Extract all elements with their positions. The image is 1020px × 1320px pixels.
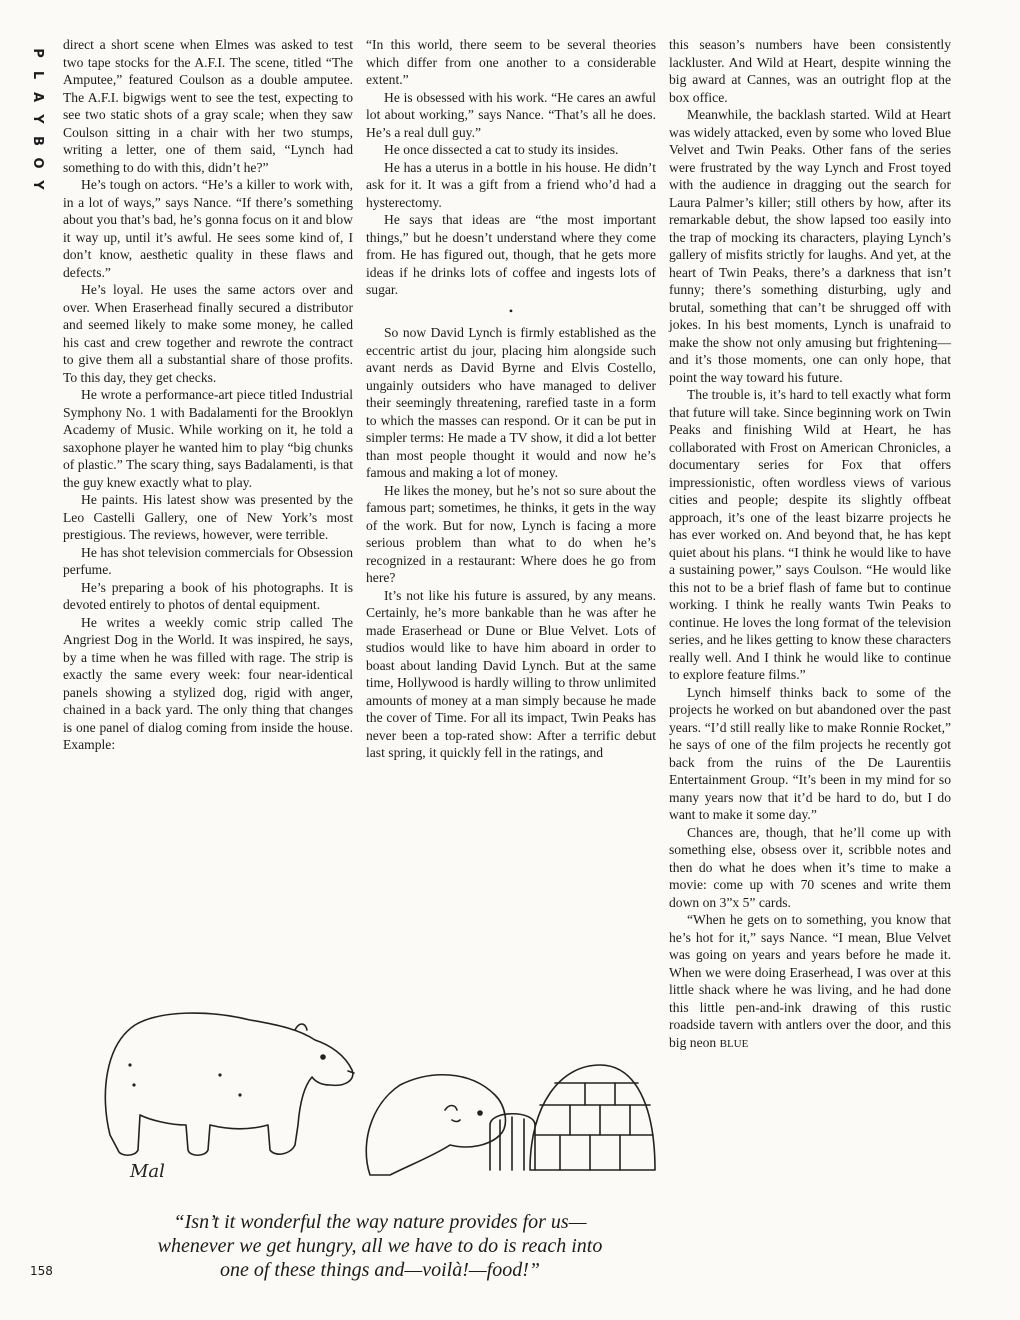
cartoonist-signature: Mal bbox=[130, 1161, 165, 1182]
cartoon-caption: “Isn’t it wonderful the way nature provides for us—whenever we get hungry, all we have to do is reach into one of these things and—voilà!—food!” bbox=[157, 1211, 603, 1281]
masthead-vertical bbox=[26, 42, 48, 196]
continued-word: BLUE bbox=[719, 1037, 749, 1050]
masthead-letter: A bbox=[30, 91, 45, 103]
masthead-letter: O bbox=[30, 157, 45, 169]
paragraph: He writes a weekly comic strip called The Angriest Dog in the World. It was inspired, he says, by a time when he was filled with rage. The strip is exactly the same every week: four near-identical panels showing a stylized dog, rigid with anger, chained in a back yard. The only thing that changes is one panel of dialog coming from inside the house. Example: bbox=[63, 614, 353, 752]
paragraph bbox=[669, 911, 951, 1053]
paragraph: He’s preparing a book of his photographs. It is devoted entirely to photos of dental equipment. bbox=[63, 579, 353, 612]
masthead-letter: P bbox=[30, 48, 45, 58]
paragraph: He’s tough on actors. “He’s a killer to work with, in a lot of ways,” says Nance. “If there’s something about you that’s bad, he’s gonna focus on it and blow it way up, until it’s awful. He sees some kind of, I don’t know, aesthetic quality in these flaws and defects.” bbox=[63, 177, 353, 280]
paragraph: direct a short scene when Elmes was asked to test two tape stocks for the A.F.I. The scene, titled “The Amputee,” featured Coulson as a double amputee. The A.F.I. bigwigs went to see the test, expecting to see two static shots of a gray scale; when they saw Coulson sitting in a chair with her two stumps, writing a letter, one of them said, “Lynch had something to do with this, didn’t he?” bbox=[63, 37, 353, 175]
section-separator: • bbox=[508, 303, 514, 318]
masthead-letter: B bbox=[30, 136, 45, 146]
page-number: 158 bbox=[30, 1264, 53, 1278]
paragraph: He has shot television commercials for Obsession perfume. bbox=[63, 544, 353, 577]
paragraph: He says that ideas are “the most important things,” but he doesn’t understand where they come from. He has figured out, though, that he gets more ideas if he drinks lots of coffee and ingests lots of sugar. bbox=[366, 212, 656, 297]
cartoon-illustration bbox=[90, 985, 660, 1185]
masthead-letter: Y bbox=[30, 114, 45, 124]
paragraph: “In this world, there seem to be several theories which differ from one another to a considerable extent.” bbox=[366, 37, 656, 87]
column-3 bbox=[669, 36, 951, 1276]
paragraph: Lynch himself thinks back to some of the projects he worked on but abandoned over the past years. “I’d still really like to make Ronnie Rocket,” he says of one of the film projects he recently got back from the ruins of the De Laurentiis Entertainment Group. “It’s been in my mind for so many years now that it’d be hard to do, but I do want to make it some day.” bbox=[669, 684, 951, 822]
paragraph: He is obsessed with his work. “He cares an awful lot about working,” says Nance. “That’s all he does. He’s a real dull guy.” bbox=[366, 89, 656, 140]
lying-bear bbox=[366, 1075, 505, 1175]
paragraph: He likes the money, but he’s not so sure about the famous part; sometimes, he thinks, it gets in the way of the work. But for now, Lynch is facing a more serious problem than what to do when he’s recognized in a restaurant: Where does he go from here? bbox=[366, 482, 656, 585]
paragraph-text: “When he gets on to something, you know that he’s hot for it,” says Nance. “I mean, Blue Velvet was going on years and years before he made it. When we were doing Eraserhead, I was over at this little shack where he was living, and he had done this little pen-and-ink drawing of this rustic roadside tavern with antlers over the door, and this big neon bbox=[669, 912, 951, 1050]
igloo bbox=[530, 1065, 655, 1170]
standing-bear bbox=[105, 1013, 353, 1155]
paragraph: So now David Lynch is firmly established as the eccentric artist du jour, placing him alongside such avant nerds as David Byrne and Elvis Costello, ungainly outsiders who have managed to deliver their seemingly threatening, rarefied taste in a form to which the masses can respond. Or it can be put in simpler terms: He made a TV show, it did a lot better than most people thought it would and now he’s famous and making a lot of money. bbox=[366, 325, 656, 480]
column-2 bbox=[366, 36, 656, 936]
paragraph: Meanwhile, the backlash started. Wild at Heart was widely attacked, even by some who loved Blue Velvet and Twin Peaks. Other fans of the series were frustrated by the way Lynch and Frost toyed with the audience in dragging out the search for Laura Palmer’s killer; still others by how, after its remarkable debut, the show lapsed too easily into the trap of mocking its characters, playing Lynch’s gallery of misfits strictly for laughs. And yet, at the heart of Twin Peaks, there’s a darkness that isn’t funny; there’s something disturbing, ugly and brutal, something that can’t be shrugged off with jokes. In his best moments, Lynch is unafraid to make the show not only amusing but frightening—and it’s those moments, one can only hope, that point the way toward his future. bbox=[669, 107, 951, 385]
paragraph: It’s not like his future is assured, by any means. Certainly, he’s more bankable than he was after he made Eraserhead or Dune or Blue Velvet. Lots of studios would like to have him aboard in order to boast about landing David Lynch. But at the same time, Hollywood is hardly willing to throw unlimited amounts of money at a man simply because he made the cover of Time. For all its impact, Twin Peaks has never been a top-rated show: After a terrific debut last spring, it quickly fell in the ratings, and bbox=[366, 587, 656, 760]
paragraph: Chances are, though, that he’ll come up with something else, obsess over it, scribble notes and then do what he does when it’s time to make a movie: come up with 70 scenes and write them down on 3”x 5” cards. bbox=[669, 824, 951, 910]
paragraph: He wrote a performance-art piece titled Industrial Symphony No. 1 with Badalamenti for the Brooklyn Academy of Music. While working on it, he told a saxophone player he wanted him to play “big chunks of plastic.” The scary thing, says Badalamenti, is that the guy knew exactly what to play. bbox=[63, 387, 353, 490]
masthead-letter: L bbox=[30, 70, 45, 80]
paragraph: The trouble is, it’s hard to tell exactly what form that future will take. Since beginning work on Twin Peaks and finishing Wild at Heart, he has collaborated with Frost on American Chronicles, a documentary series for Fox that offers impressionistic, often wordless views of various cities and people; despite its slightly offbeat approach, it’s one of the least bizarre projects he has ever worked on. And beyond that, he has kept quiet about his plans. “I think he would like to have a sustaining power,” says Coulson. “He would like this not to be a brief flash of fame but to continue working. I think he really wants Twin Peaks to continue. He loves the long format of the television series, and he likes getting to know these characters really well. And I think he would like to continue to explore feature films.” bbox=[669, 387, 951, 682]
paragraph: this season’s numbers have been consistently lackluster. And Wild at Heart, despite winning the big award at Cannes, was an outright flop at the box office. bbox=[669, 37, 951, 105]
paragraph: He paints. His latest show was presented by the Leo Castelli Gallery, one of New York’s most prestigious. The reviews, however, were terrible. bbox=[63, 492, 353, 542]
column-1 bbox=[63, 36, 353, 936]
masthead-letter: Y bbox=[30, 180, 45, 190]
paragraph: He has a uterus in a bottle in his house. He didn’t ask for it. It was a gift from a friend who’d had a hysterectomy. bbox=[366, 159, 656, 210]
paragraph: He’s loyal. He uses the same actors over and over. When Eraserhead finally secured a distributor and seemed likely to make some money, he called his cast and crew together and rewrote the contract to give them all a substantial share of those profits. To this day, they get checks. bbox=[63, 282, 353, 385]
paragraph: He once dissected a cat to study its insides. bbox=[384, 142, 619, 157]
